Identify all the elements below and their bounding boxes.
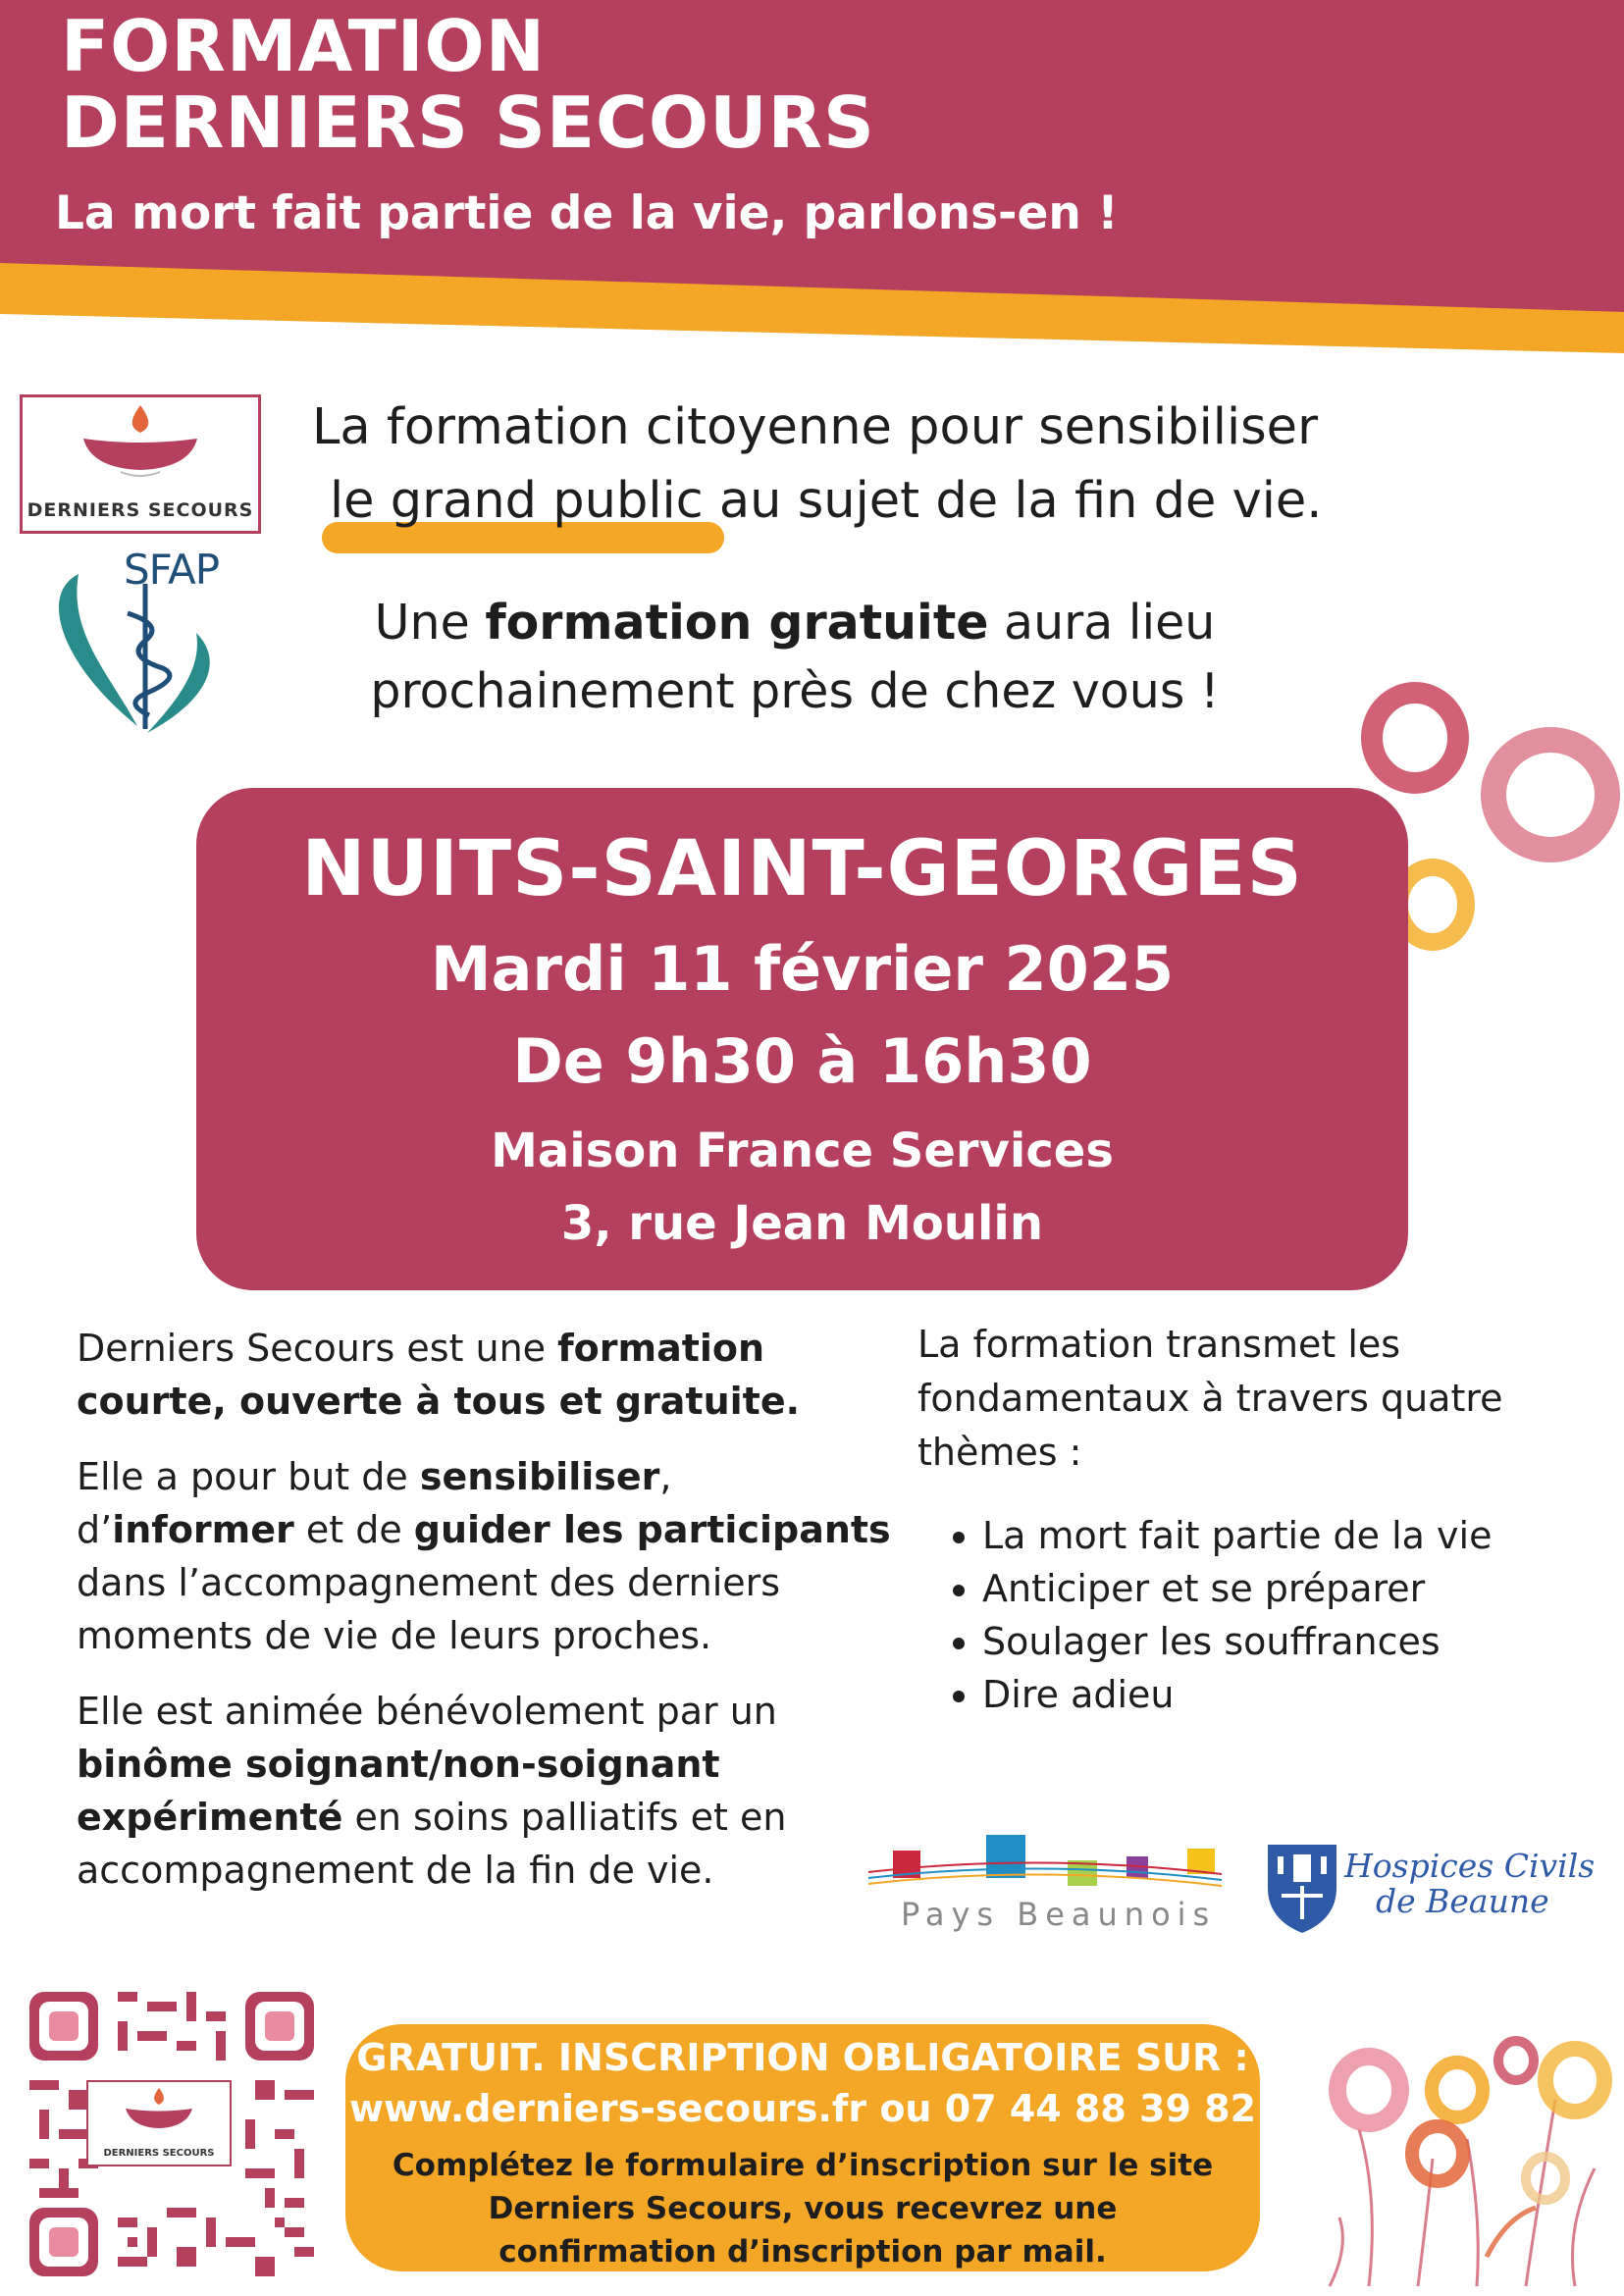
description-p3: Elle est animée bénévolement par un binôme soignant/non-soignant expérimenté en soins palliatifs et en accompagnement de la fin de vie. [77, 1690, 787, 1892]
list-item: • La mort fait partie de la vie [982, 1509, 1565, 1562]
pays-beaunois-logo-text: Pays Beaunois [901, 1896, 1217, 1933]
registration-box [345, 2024, 1260, 2271]
pays-beaunois-logo-icon [864, 1825, 1227, 1904]
qr-center-logo: DERNIERS SECOURS [86, 2080, 232, 2166]
registration-heading: GRATUIT. INSCRIPTION OBLIGATOIRE SUR : [356, 2036, 1249, 2079]
page-title: FORMATION DERNIERS SECOURS [61, 5, 875, 164]
description-column [77, 1322, 901, 1919]
list-item: • Anticiper et se préparer [982, 1562, 1565, 1615]
intro-text: La formation citoyenne pour sensibiliser le grand public au sujet de la fin de vie. [312, 398, 1323, 530]
event-details-box [196, 788, 1408, 1290]
event-address: 3, rue Jean Moulin [560, 1196, 1044, 1251]
announcement: Une formation gratuite aura lieu prochainement près de chez vous ! [370, 595, 1220, 719]
flame-cup-icon [23, 397, 258, 496]
registration-instructions: Complétez le formulaire d’inscription sur le site Derniers Secours, vous recevrez une confirmation d’inscription par mail. [392, 2148, 1214, 2270]
flame-cup-icon [88, 2082, 230, 2141]
event-date: Mardi 11 février 2025 [430, 933, 1175, 1005]
themes-intro: La formation transmet les fondamentaux à travers quatre thèmes : [917, 1323, 1503, 1474]
event-city: NUITS-SAINT-GEORGES [301, 825, 1303, 913]
themes-column [917, 1318, 1565, 1721]
hospices-logo-text-1: Hospices Civils [1344, 1847, 1596, 1885]
list-item: • Soulager les souffrances [982, 1615, 1565, 1668]
hospices-logo-text-2: de Beaune [1376, 1882, 1549, 1920]
derniers-secours-logo: DERNIERS SECOURS [20, 394, 261, 534]
themes-list [917, 1509, 1565, 1721]
description-p2: Elle a pour but de sensibiliser, d’informer et de guider les participants dans l’accompagnement des derniers moments de vie de leurs proches. [77, 1455, 891, 1657]
page-subtitle: La mort fait partie de la vie, parlons-en ! [55, 186, 1119, 240]
event-venue: Maison France Services [491, 1123, 1114, 1178]
registration-contact-link[interactable]: www.derniers-secours.fr ou 07 44 88 39 82 [348, 2087, 1257, 2130]
decorative-flowers-icon [1310, 2021, 1622, 2294]
sfap-logo-text: SFAP [124, 546, 220, 594]
event-time: De 9h30 à 16h30 [512, 1025, 1092, 1097]
hospices-shield-icon [1264, 1841, 1340, 1935]
list-item: • Dire adieu [982, 1668, 1565, 1721]
description-p1: Derniers Secours est une formation courte, ouverte à tous et gratuite. [77, 1327, 801, 1423]
